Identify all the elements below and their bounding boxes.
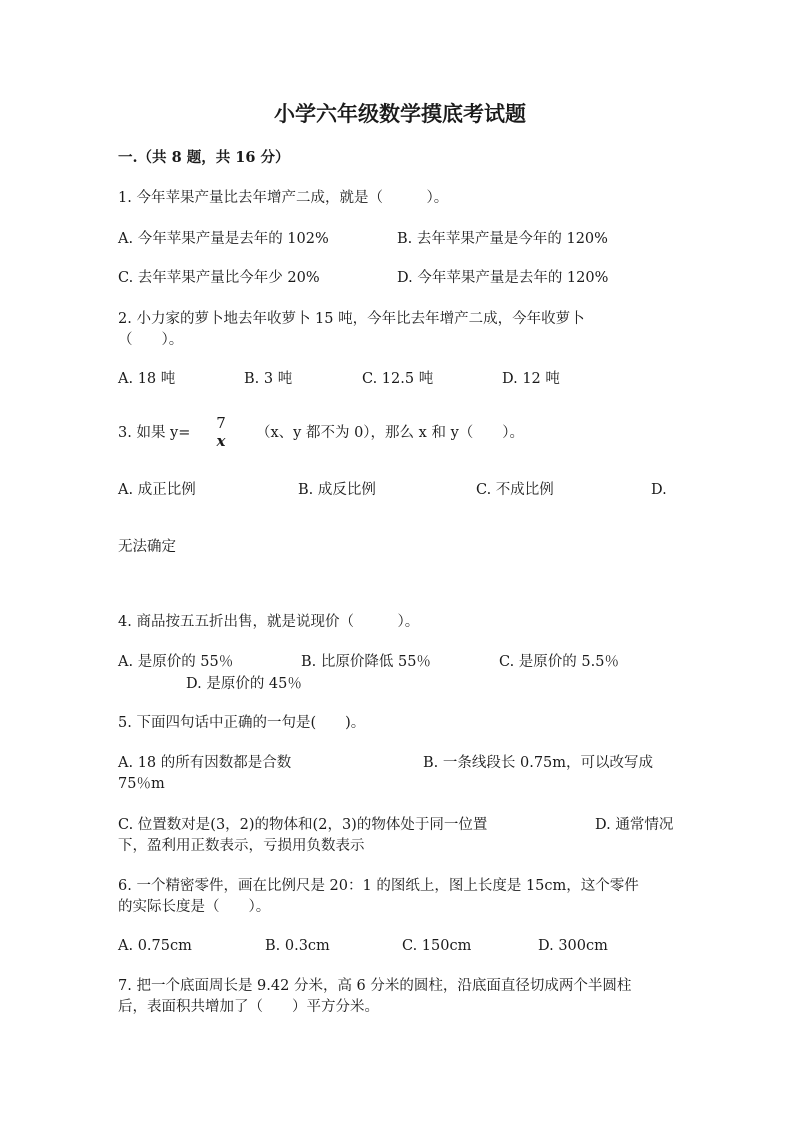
question-3-option-d-text: 无法确定 (118, 539, 176, 555)
question-5-option-d-line1: D. 通常情况 (595, 817, 674, 833)
question-2-stem-line1: 2. 小力家的萝卜地去年收萝卜 15 吨，今年比去年增产二成，今年收萝卜 (118, 311, 585, 327)
question-6-stem-line2: 的实际长度是（ ）。 (118, 899, 271, 915)
question-1-option-a: A. 今年苹果产量是去年的 102% (118, 231, 329, 247)
question-4-option-c: C. 是原价的 5.5％ (499, 654, 619, 670)
question-4-option-a: A. 是原价的 55％ (118, 654, 234, 670)
question-2-stem-line2: （ ）。 (118, 332, 184, 348)
question-6-stem-line1: 6. 一个精密零件，画在比例尺是 20：1 的图纸上，图上长度是 15cm，这个零件 (118, 878, 639, 894)
question-2-option-a: A. 18 吨 (118, 371, 176, 387)
question-6-option-a: A. 0.75cm (118, 938, 192, 954)
question-6-option-b: B. 0.3cm (265, 938, 330, 954)
question-7-stem-line1: 7. 把一个底面周长是 9.42 分米，高 6 分米的圆柱，沿底面直径切成两个半圆柱 (118, 978, 632, 994)
question-3-option-a: A. 成正比例 (118, 482, 196, 498)
question-3-fraction (210, 414, 232, 450)
question-5-option-b-line2: 75％m (118, 776, 165, 792)
question-2-option-c: C. 12.5 吨 (362, 371, 434, 387)
question-6-option-c: C. 150cm (402, 938, 472, 954)
question-2-option-b: B. 3 吨 (244, 371, 293, 387)
question-3-stem-prefix: 3. 如果 y= (118, 425, 191, 441)
fraction-denominator: x (216, 432, 226, 450)
question-1-option-c: C. 去年苹果产量比今年少 20% (118, 270, 320, 286)
question-7-stem-line2: 后，表面积共增加了（ ）平方分米。 (118, 999, 379, 1015)
question-5-stem: 5. 下面四句话中正确的一句是( )。 (118, 715, 366, 731)
section-heading: 一.（共 8 题，共 16 分） (118, 149, 290, 166)
question-3-option-d: D. (651, 482, 667, 498)
question-4-option-d: D. 是原价的 45％ (186, 676, 302, 692)
fraction-numerator: 7 (216, 414, 226, 432)
page-title: 小学六年级数学摸底考试题 (274, 101, 526, 126)
question-4-stem: 4. 商品按五五折出售，就是说现价（ ）。 (118, 614, 420, 630)
question-1-stem: 1. 今年苹果产量比去年增产二成，就是（ ）。 (118, 190, 449, 206)
question-3-option-c: C. 不成比例 (476, 482, 554, 498)
question-3-option-b: B. 成反比例 (298, 482, 376, 498)
question-6-option-d: D. 300cm (538, 938, 608, 954)
question-4-option-b: B. 比原价降低 55％ (301, 654, 431, 670)
question-1-option-b: B. 去年苹果产量是今年的 120% (397, 231, 608, 247)
question-5-option-d-line2: 下，盈利用正数表示，亏损用负数表示 (118, 838, 365, 854)
question-2-option-d: D. 12 吨 (502, 371, 560, 387)
question-1-option-d: D. 今年苹果产量是去年的 120% (397, 270, 609, 286)
question-5-option-c: C. 位置数对是(3，2)的物体和(2，3)的物体处于同一位置 (118, 817, 488, 833)
question-5-option-b-line1: B. 一条线段长 0.75m，可以改写成 (423, 755, 654, 771)
question-3-stem-suffix: （x、y 都不为 0），那么 x 和 y（ ）。 (256, 425, 525, 441)
question-5-option-a: A. 18 的所有因数都是合数 (118, 755, 292, 771)
